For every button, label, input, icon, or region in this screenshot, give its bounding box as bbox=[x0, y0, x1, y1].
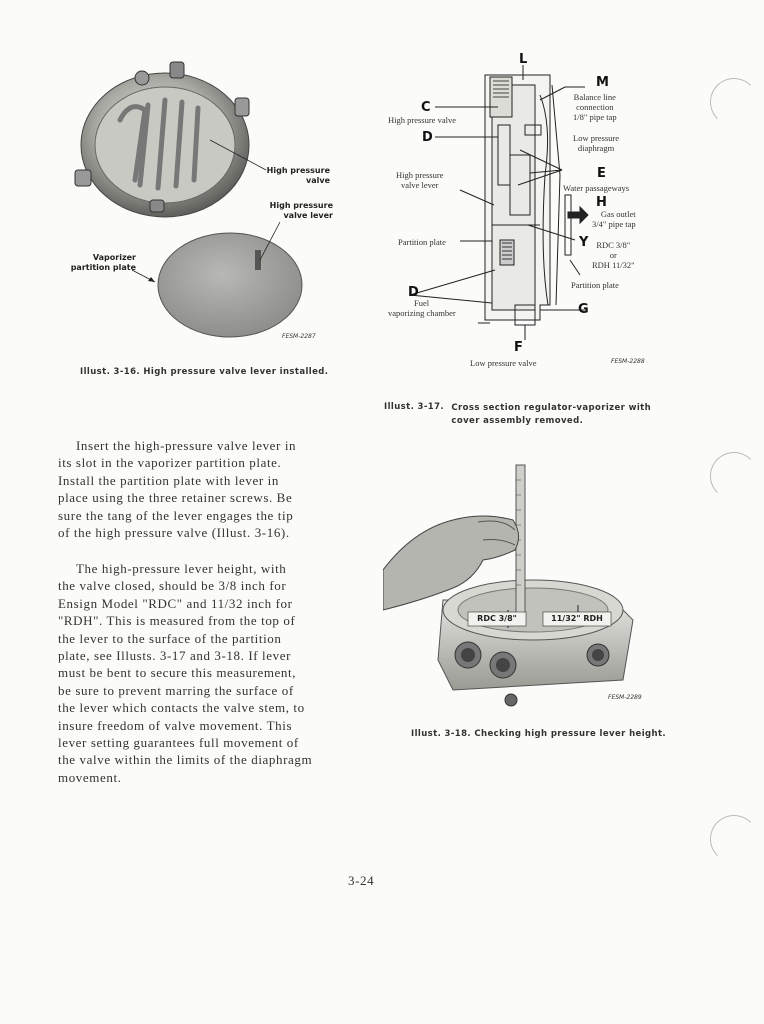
label-partition-plate-right: Partition plate bbox=[571, 280, 619, 290]
figure-code-2287: FESM-2287 bbox=[282, 333, 316, 340]
letter-c: C bbox=[421, 100, 431, 115]
letter-h: H bbox=[596, 195, 607, 210]
paragraph-2-line: be sure to prevent marring the surface of bbox=[58, 682, 294, 698]
paragraph-2-line: the lever which contacts the valve stem, to bbox=[58, 700, 305, 716]
label-vaporizer-partition-plate: Vaporizer partition plate bbox=[70, 253, 136, 272]
letter-d: D bbox=[422, 130, 433, 145]
paragraph-2-line: The high-pressure lever height, with bbox=[76, 561, 287, 576]
label-11-32-rdh: 11/32" RDH bbox=[551, 614, 603, 623]
letter-m: M bbox=[596, 75, 609, 90]
letter-d2: D bbox=[408, 285, 419, 300]
figure-code-2289: FESM-2289 bbox=[608, 694, 642, 701]
checking-lever-photo bbox=[383, 460, 643, 710]
caption-illus-3-16: Illust. 3-16. High pressure valve lever installed. bbox=[80, 367, 329, 377]
label-balance-line: Balance line connection 1/8" pipe tap bbox=[573, 92, 617, 122]
label-rdc-3-8: RDC 3/8" bbox=[477, 614, 517, 623]
binder-hole-arc bbox=[710, 452, 758, 500]
label-partition-plate-left: Partition plate bbox=[398, 237, 446, 247]
paragraph-1-line: Install the partition plate with lever in bbox=[58, 472, 279, 488]
letter-e: E bbox=[597, 166, 606, 181]
paragraph-2-line: insure freedom of valve movement. This bbox=[58, 717, 293, 733]
label-high-pressure-valve-17: High pressure valve bbox=[388, 115, 456, 125]
binder-hole-arc bbox=[710, 815, 758, 863]
paragraph-2-line: the valve within the limits of the diaphragm bbox=[58, 752, 313, 768]
paragraph-2-line: the valve closed, should be 3/8 inch for bbox=[58, 578, 287, 594]
paragraph-1-line: its slot in the vaporizer partition plate. bbox=[58, 455, 282, 471]
paragraph-1-line: Insert the high-pressure valve lever in bbox=[76, 438, 297, 453]
letter-y: Y bbox=[579, 235, 589, 250]
illus-3-18-photo bbox=[383, 460, 643, 710]
paragraph-2-line: plate, see Illusts. 3-17 and 3-18. If lever bbox=[58, 648, 292, 664]
label-water-passageways: Water passageways bbox=[563, 183, 630, 193]
paragraph-1-line: of the high pressure valve (Illust. 3-16). bbox=[58, 525, 290, 541]
label-high-pressure-valve: High pressure valve bbox=[266, 166, 330, 185]
page-number: 3-24 bbox=[348, 873, 375, 888]
paragraph-2-line: Ensign Model "RDC" and 11/32 inch for bbox=[58, 595, 293, 611]
letter-g: G bbox=[578, 302, 589, 317]
paragraph-2-line: the lever to the surface of the partition bbox=[58, 630, 282, 646]
paragraph-2-line: lever setting guarantees full movement of bbox=[58, 735, 299, 751]
paragraph-1-line: sure the tang of the lever engages the tip bbox=[58, 507, 294, 523]
paragraph-2-line: must be bent to secure this measurement, bbox=[58, 665, 297, 681]
letter-l: L bbox=[519, 52, 528, 67]
label-low-pressure-diaphragm: Low pressure diaphragm bbox=[573, 133, 620, 153]
caption-illus-3-17: Illust. 3-17. Cross section regulator-vaporizer with cover assembly removed. bbox=[384, 402, 652, 426]
label-high-pressure-valve-lever: High pressure valve lever bbox=[269, 201, 333, 220]
paragraph-1-line: place using the three retainer screws. Be bbox=[58, 490, 293, 506]
figure-code-2288: FESM-2288 bbox=[611, 358, 645, 365]
label-high-pressure-valve-lever-17: High pressure valve lever bbox=[396, 170, 444, 190]
binder-hole-arc bbox=[710, 78, 758, 126]
paragraph-1 bbox=[58, 437, 348, 541]
label-gas-outlet: Gas outlet 3/4" pipe tap bbox=[592, 209, 636, 229]
label-fuel-vaporizing: Fuel vaporizing chamber bbox=[388, 298, 456, 318]
paragraph-2-line: movement. bbox=[58, 769, 122, 785]
paragraph-2-line: "RDH". This is measured from the top of bbox=[58, 613, 296, 629]
letter-f: F bbox=[514, 340, 523, 355]
paragraph-2 bbox=[58, 560, 348, 786]
label-low-pressure-valve: Low pressure valve bbox=[470, 358, 537, 368]
caption-illus-3-18: Illust. 3-18. Checking high pressure lever height. bbox=[411, 729, 667, 739]
label-rdc-rdh: RDC 3/8" or RDH 11/32" bbox=[592, 240, 635, 270]
